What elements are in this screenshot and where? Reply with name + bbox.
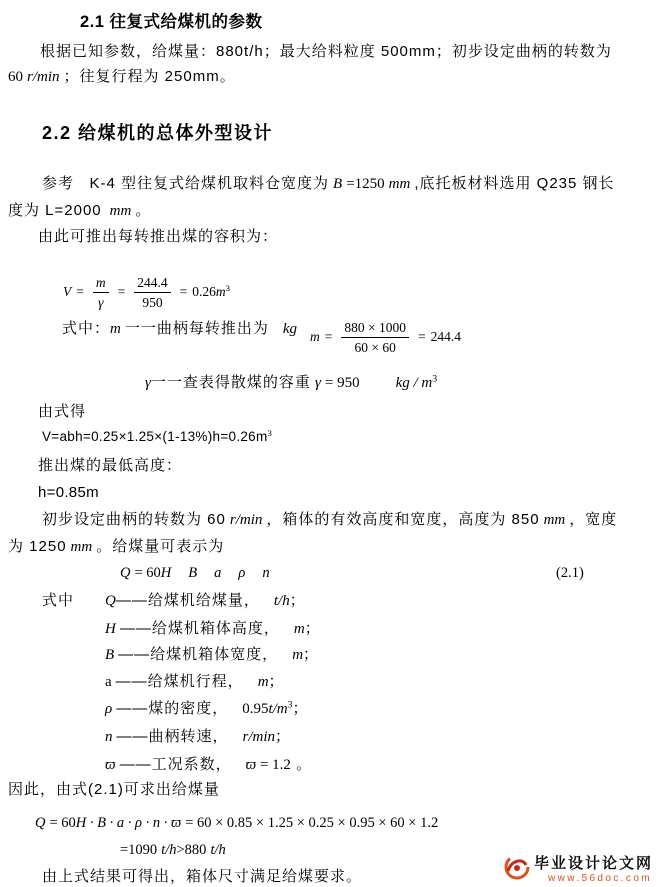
- math-unit: mm: [109, 203, 132, 219]
- volume-calculation: [42, 427, 272, 447]
- unit-suffix: = 1.2: [256, 757, 291, 773]
- math-symbol: γ: [314, 375, 321, 391]
- paragraph-line: 由式得: [38, 403, 87, 420]
- paragraph-line: [42, 510, 617, 530]
- result-value: 0.26: [192, 284, 216, 299]
- math-symbol: Q: [105, 593, 116, 609]
- result-unit: m: [215, 284, 226, 299]
- paragraph-line: [145, 373, 437, 393]
- line-end: ；: [303, 646, 320, 663]
- fraction-numerator: 244.4: [134, 274, 170, 293]
- math-symbol: Q: [35, 815, 46, 831]
- exponent: 3: [432, 373, 438, 385]
- math-unit: mm: [388, 176, 411, 192]
- math-symbol: ρ: [105, 701, 113, 717]
- fraction-denominator: 60 × 60: [354, 339, 396, 355]
- min-height-value: h=0.85m: [38, 484, 99, 501]
- math-symbol: γ: [145, 375, 151, 391]
- paragraph-line: [8, 67, 236, 87]
- paragraph-text: 一一查表得散煤的容重: [150, 374, 311, 391]
- symbol-definition: [105, 672, 285, 692]
- paragraph-text: ；往复行程为 250mm。: [63, 68, 236, 85]
- symbol-desc: ——工况系数，: [119, 756, 232, 773]
- equals-sign: =: [324, 329, 333, 344]
- math-unit: t/h: [273, 593, 290, 609]
- paragraph-line: 根据已知参数，给煤量：880t/h；最大给料粒度 500mm；初步设定曲柄的转数为: [40, 43, 612, 60]
- math-symbol: H: [160, 565, 172, 581]
- math-unit: mm: [543, 512, 566, 528]
- symbol-desc: ——给煤机行程，: [115, 673, 244, 690]
- formula-result: [192, 284, 230, 300]
- symbol-desc: ——给煤机箱体宽度，: [118, 646, 279, 663]
- equals-sign: =: [418, 329, 426, 344]
- math-symbol: ρ: [238, 565, 246, 581]
- calc-text: V=abh=0.25×1.25×(1-13%)h=0.26m: [42, 429, 268, 444]
- section-heading-2-2: 2.2 给煤机的总体外型设计: [42, 123, 274, 143]
- equals-sign: =: [117, 284, 126, 299]
- math-unit: mm: [70, 539, 93, 555]
- math-value: = 60: [134, 565, 161, 581]
- where-label: 式中：: [62, 320, 111, 337]
- line-end: 。: [290, 756, 313, 773]
- math-symbol: B: [188, 565, 198, 581]
- paragraph-text: ,底托板材料选用 Q235 钢长: [414, 175, 615, 192]
- math-symbol: Q: [120, 565, 131, 581]
- math-value: = 60: [49, 815, 76, 831]
- math-unit: m: [293, 621, 305, 637]
- line-end: ；: [289, 592, 306, 609]
- crank-speed-value: 60: [8, 69, 23, 85]
- math-unit: kg: [282, 321, 298, 337]
- paragraph-line: [62, 319, 297, 339]
- line-end: ；: [304, 620, 321, 637]
- paragraph-text: 为 1250: [8, 538, 67, 555]
- section-heading-2-1: 2.1 往复式给煤机的参数: [80, 13, 263, 31]
- feed-rate-calculation: [35, 813, 438, 833]
- exponent: 3: [225, 283, 231, 294]
- paragraph-text: 。给煤量可表示为: [96, 538, 225, 555]
- paragraph-text: ，宽度: [569, 511, 618, 528]
- formula-result: 244.4: [430, 329, 461, 344]
- paragraph-line: 由此可推出每转推出煤的容积为：: [38, 228, 279, 245]
- paragraph-text: 。: [135, 202, 152, 219]
- conclusion-line: 由上式结果可得出，箱体尺寸满足给煤要求。: [42, 868, 363, 885]
- mass-formula: [310, 315, 461, 359]
- symbol-definition: [105, 591, 306, 611]
- math-unit: t/h: [161, 842, 177, 858]
- fraction-denominator: γ: [98, 294, 104, 310]
- math-unit: r/min: [229, 512, 263, 528]
- formula-lhs: V: [63, 284, 72, 299]
- paragraph-line: [8, 201, 151, 221]
- symbol-desc: ——曲柄转速，: [116, 728, 229, 745]
- line-end: ；: [268, 673, 285, 690]
- symbol-desc: ——给煤机给煤量，: [115, 592, 260, 609]
- math-unit: t/h: [210, 842, 226, 858]
- line-end: ；: [292, 700, 309, 717]
- fraction: [341, 319, 409, 356]
- math-symbol: ϖ: [105, 757, 116, 773]
- fraction-numerator: m: [93, 274, 109, 293]
- paragraph-text: ，箱体的有效高度和宽度，高度为 850: [266, 511, 540, 528]
- paragraph-text: 初步设定曲柄的转数为 60: [42, 511, 226, 528]
- math-unit: m: [292, 647, 304, 663]
- equals-sign: =: [76, 284, 84, 299]
- math-unit: r/min: [242, 729, 276, 745]
- math-symbol: B: [333, 176, 343, 192]
- math-value: >880: [176, 842, 207, 858]
- paragraph-text: 度为 L=2000: [8, 202, 102, 219]
- feed-rate-result: [120, 840, 226, 860]
- math-unit: ϖ: [245, 757, 257, 773]
- symbol-definition: [105, 619, 321, 639]
- math-value: = 950: [324, 375, 360, 391]
- paragraph-text: 一一曲柄每转推出为: [124, 320, 269, 337]
- math-terms: H · B · a · ρ · n · ϖ: [75, 815, 182, 831]
- formula-lhs: m: [310, 329, 320, 344]
- paragraph-line: 因此，由式(2.1)可求出给煤量: [8, 781, 220, 798]
- equals-sign: =: [179, 284, 188, 299]
- paragraph-text: 参考 K-4 型往复式给煤机取料仓宽度为: [42, 175, 330, 192]
- unit-prefix: 0.95: [242, 701, 269, 717]
- exponent: 3: [267, 428, 272, 439]
- paragraph-line: [42, 174, 615, 194]
- fraction: [93, 274, 109, 311]
- math-symbol: n: [262, 565, 270, 581]
- math-symbol: H: [105, 621, 116, 637]
- watermark-site-name: 毕业设计论文网: [534, 855, 654, 872]
- math-unit: t/m: [268, 701, 288, 717]
- crank-speed-unit: r/min: [27, 69, 60, 85]
- symbol-definition: [105, 755, 312, 775]
- symbol-desc: ——煤的密度，: [116, 700, 229, 717]
- symbol-definition: [105, 699, 309, 719]
- paragraph-line: 推出煤的最低高度：: [38, 457, 183, 474]
- feed-rate-formula: [120, 563, 270, 583]
- swirl-logo-icon: [503, 853, 531, 881]
- math-symbol: m: [110, 321, 121, 337]
- symbol-definition: [105, 727, 291, 747]
- math-unit: kg / m: [395, 375, 433, 391]
- math-value: = 60 × 0.85 × 1.25 × 0.25 × 0.95 × 60 × 1.2: [185, 815, 439, 831]
- math-unit: m: [257, 674, 269, 690]
- paragraph-line: [8, 537, 224, 557]
- math-value: =1090: [120, 842, 158, 858]
- watermark-url: www.56doc.com: [548, 873, 653, 884]
- math-symbol: n: [105, 729, 113, 745]
- fraction-numerator: 880 × 1000: [341, 319, 409, 338]
- math-symbol: a: [214, 565, 222, 581]
- volume-formula: [63, 270, 230, 314]
- math-symbol: B: [105, 647, 115, 663]
- symbol-desc: ——给煤机箱体高度，: [119, 620, 280, 637]
- exponent: 3: [287, 699, 293, 711]
- symbol-definition: [105, 645, 319, 665]
- line-end: ；: [275, 728, 292, 745]
- fraction: [134, 274, 170, 311]
- fraction-denominator: 950: [142, 294, 163, 310]
- math-value: =1250: [346, 176, 385, 192]
- equation-number: (2.1): [556, 565, 584, 581]
- where-label: 式中: [42, 592, 75, 609]
- math-symbol: a: [105, 674, 112, 690]
